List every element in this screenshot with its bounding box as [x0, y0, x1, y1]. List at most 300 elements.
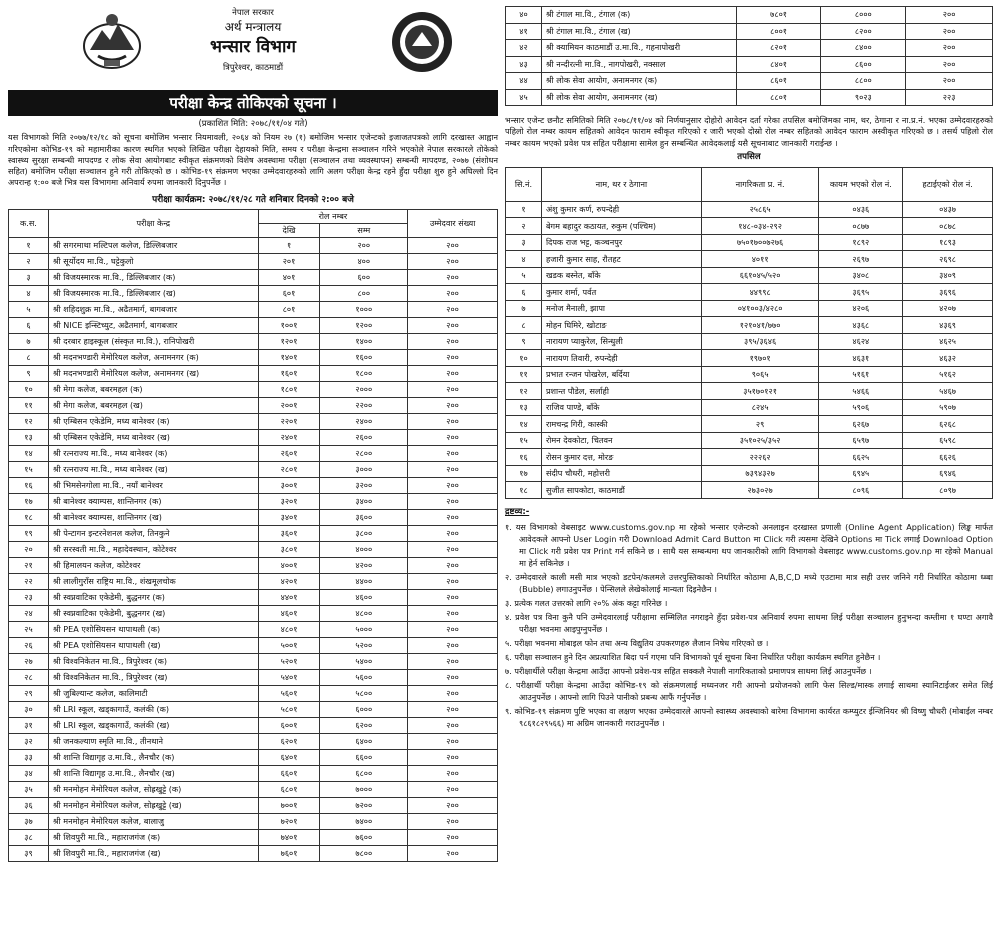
table-cell: ८२०१	[736, 40, 821, 57]
table-row	[9, 702, 498, 718]
table-row	[9, 270, 498, 286]
table-cell: ५१६२	[903, 366, 993, 383]
table-cell: ४६३२	[903, 350, 993, 367]
table-cell: २६	[9, 638, 49, 654]
table-cell: श्री लोक सेवा आयोग, अनामनगर (क)	[541, 73, 736, 90]
table-cell: ४०	[506, 7, 542, 24]
table-cell: रोसन कुमार दत्त, मोरङ	[541, 449, 701, 466]
table-cell: ७८००	[320, 846, 408, 862]
department-name: भन्सार विभाग	[210, 36, 296, 57]
table-row	[506, 40, 993, 57]
table-row	[9, 686, 498, 702]
table-cell: ७६०१	[258, 846, 320, 862]
table-cell: श्री मेगा कलेज, बबरमहल (ख)	[48, 398, 258, 414]
table-row	[9, 494, 498, 510]
table-cell: श्री मनमोहन मेमोरियल कलेज, बालाजु	[48, 814, 258, 830]
table-cell: २००	[408, 446, 498, 462]
table-cell: श्री मेगा कलेज, बबरमहल (क)	[48, 382, 258, 398]
table-cell: ११	[506, 366, 542, 383]
table-cell: ३५१०२५/३५२	[701, 432, 819, 449]
table-cell: श्री भिमसेनगोला मा.वि., नयाँ बानेश्वर	[48, 478, 258, 494]
table-row	[9, 254, 498, 270]
table-cell: २००	[408, 766, 498, 782]
table-cell: ७५०१७००७२७६	[701, 234, 819, 251]
table-cell: ५१६१	[819, 366, 903, 383]
table-cell: श्री सरस्वती मा.वि., महादेवस्थान, कोटेश्वर	[48, 542, 258, 558]
table-cell: ६००१	[258, 718, 320, 734]
table-row	[9, 446, 498, 462]
table-cell: २००	[408, 830, 498, 846]
table-cell: ४६२५	[903, 333, 993, 350]
table-cell: श्री LRI स्कूल, खड्कागाउँ, कलंकी (क)	[48, 702, 258, 718]
table-cell: २०००	[320, 382, 408, 398]
table-cell: ६२००	[320, 718, 408, 734]
table-cell: ३२०१	[258, 494, 320, 510]
table-cell: ३९५/३६४६	[701, 333, 819, 350]
table-cell: प्रभात रन्जन पोखरेल, बर्दिया	[541, 366, 701, 383]
table-cell: ३६९५	[819, 284, 903, 301]
table-cell: ५६००	[320, 670, 408, 686]
table-cell: ३७	[9, 814, 49, 830]
table-cell: श्री मनमोहन मेमोरियल कलेज, सोह्रखुट्टे (ख)	[48, 798, 258, 814]
table-cell: श्री रत्नराज्य मा.वि., मध्य बानेश्वर (ख)	[48, 462, 258, 478]
table-row	[9, 366, 498, 382]
table-cell: ५९०६	[819, 399, 903, 416]
table-cell: १३	[506, 399, 542, 416]
table-cell: ३३	[9, 750, 49, 766]
table-cell: २७	[9, 654, 49, 670]
table-cell: श्री स्वप्नवाटिका एकेडेमी, बुद्धनगर (क)	[48, 590, 258, 606]
table-cell: श्री दरबार हाइस्कूल (संस्कृत मा.वि.), रानिपोखरी	[48, 334, 258, 350]
table-cell: ८०१	[258, 302, 320, 318]
table-cell: ४००	[320, 254, 408, 270]
table-row	[9, 318, 498, 334]
table-cell: श्री शिवपुरी मा.वि., महाराजगंज (क)	[48, 830, 258, 846]
col-header-sn: सि.नं.	[506, 167, 542, 201]
table-cell: ६६१०४५/५२०	[701, 267, 819, 284]
table-row	[506, 89, 993, 106]
table-cell: २२२६२	[701, 449, 819, 466]
table-cell: २००	[408, 670, 498, 686]
table-cell: ३८	[9, 830, 49, 846]
table-cell: ५०००	[320, 622, 408, 638]
table-cell: ६९४६	[903, 465, 993, 482]
table-cell: श्री शिवपुरी मा.वि., महाराजगंज (ख)	[48, 846, 258, 862]
table-row	[9, 782, 498, 798]
government-name: नेपाल सरकार	[232, 8, 274, 18]
table-cell: ३६०१	[258, 526, 320, 542]
table-cell: ६६००	[320, 750, 408, 766]
table-cell: श्री PEA एशोसियसन थापाथली (क)	[48, 622, 258, 638]
table-cell: श्री विजयस्मारक मा.वि., डिल्लिबजार (क)	[48, 270, 258, 286]
table-cell: २००	[408, 734, 498, 750]
table-cell: ६९४५	[819, 465, 903, 482]
table-cell: २००	[408, 590, 498, 606]
col-header-removed-roll: हटाईएको रोल नं.	[903, 167, 993, 201]
table-cell: ३	[506, 234, 542, 251]
table-cell: २००	[408, 398, 498, 414]
table-cell: १६	[506, 449, 542, 466]
table-cell: श्री विजयस्मारक मा.वि., डिल्लिबजार (ख)	[48, 286, 258, 302]
table-cell: श्री मदनभण्डारी मेमोरियल कलेज, अनामनगर (ख)	[48, 366, 258, 382]
table-cell: २००	[408, 478, 498, 494]
table-cell: ७००१	[258, 798, 320, 814]
table-cell: ४८००	[320, 606, 408, 622]
table-row	[506, 416, 993, 433]
table-cell: ३६९६	[903, 284, 993, 301]
table-cell: ३५१७०१२१	[701, 383, 819, 400]
table-cell: १८९३	[903, 234, 993, 251]
table-cell: १४०१	[258, 350, 320, 366]
table-cell: १२	[9, 414, 49, 430]
table-cell: श्री एम्बिसन एकेडेमि, मध्य बानेश्वर (क)	[48, 414, 258, 430]
table-cell: ७	[506, 300, 542, 317]
table-cell: १४००	[320, 334, 408, 350]
table-cell: ७३९४३२७	[701, 465, 819, 482]
table-cell: ४	[9, 286, 49, 302]
table-cell: ७८०१	[736, 7, 821, 24]
duplicate-applicants-paragraph: भन्सार एजेन्ट छनौट समितिको मिति २०७८/११/०४ को निर्णयानुसार दोहोरो आवेदन दर्ता गरेका तपसिल बमोजिमका नाम, थर, ठेगाना र ना.प्र.नं. भएका उम्मेदवारहरुको पहिलो रोल नम्बर कायम सहितको आवेदन फाराम स्वीकृत गरिएको र जारी भएको दोस्रो रोल नम्बर सहितको आवेदन फाराम अस्वीकृत गरिएको छ । तसर्थ पहिलो रोल नम्बर कायम भएको प्रवेश पत्र सहित परीक्षामा सामेल हुन सम्बन्धित आवेदकलाई यसै सूचनाबाट जानकारी गराईन्छ ।	[505, 115, 993, 148]
table-cell: २००	[408, 686, 498, 702]
table-row	[9, 814, 498, 830]
table-cell: श्री पेन्टागन इन्टरनेशनल कलेज, तिनकुने	[48, 526, 258, 542]
table-cell: ५८०१	[258, 702, 320, 718]
table-row	[9, 766, 498, 782]
table-row	[9, 430, 498, 446]
table-cell: ८०००	[821, 7, 906, 24]
table-cell: २००	[408, 254, 498, 270]
table-cell: ५८००	[320, 686, 408, 702]
table-cell: १०	[9, 382, 49, 398]
table-cell: ५४६७	[903, 383, 993, 400]
table-row	[9, 382, 498, 398]
table-cell: संदीप चौधरी, महोत्तरी	[541, 465, 701, 482]
table-cell: २००	[408, 542, 498, 558]
table-cell: २००	[408, 750, 498, 766]
table-cell: ३८००	[320, 526, 408, 542]
table-row	[9, 830, 498, 846]
table-cell: श्री जुबिल्यान्ट कलेज, कालिमाटी	[48, 686, 258, 702]
table-cell: श्री विश्वनिकेतन मा.वि., त्रिपुरेश्वर (क)	[48, 654, 258, 670]
table-cell: ९	[506, 333, 542, 350]
table-cell: ५६०१	[258, 686, 320, 702]
table-cell: २००	[408, 494, 498, 510]
table-cell: ०४३६	[819, 201, 903, 218]
table-cell: श्री मदनभण्डारी मेमोरियल कलेज, अनामनगर (क)	[48, 350, 258, 366]
table-cell: २००	[906, 40, 993, 57]
col-header-roll: रोल नम्बर	[258, 210, 408, 224]
table-row	[506, 350, 993, 367]
table-cell: २२००	[320, 398, 408, 414]
table-cell: १८९२	[819, 234, 903, 251]
table-cell: २००	[906, 7, 993, 24]
table-row	[9, 478, 498, 494]
table-cell: खडक बस्नेत, बाँके	[541, 267, 701, 284]
table-cell: ३४००	[320, 494, 408, 510]
table-cell: ८	[506, 317, 542, 334]
table-cell: १०००	[320, 302, 408, 318]
table-cell: श्री क्यामियन काठमाडौं उ.मा.वि., गहनापोखरी	[541, 40, 736, 57]
table-cell: ८०९७	[903, 482, 993, 499]
table-cell: ४२०१	[258, 574, 320, 590]
table-row	[506, 465, 993, 482]
table-cell: ३००१	[258, 478, 320, 494]
table-row	[506, 251, 993, 268]
table-cell: रामचन्द्र गिरी, कास्की	[541, 416, 701, 433]
table-row	[9, 654, 498, 670]
table-cell: १६०१	[258, 366, 320, 382]
col-header-to: सम्म	[320, 224, 408, 238]
table-cell: ८००१	[736, 23, 821, 40]
col-header-citizenship: नागरिकता प्र. नं.	[701, 167, 819, 201]
table-cell: ०८७८	[903, 218, 993, 235]
table-cell: २००	[408, 654, 498, 670]
table-cell: २००	[408, 718, 498, 734]
note-item: ९. कोभिड-१९ संक्रमण पुष्टि भएका वा लक्षण भएका उम्मेदवारले आफ्नो स्वास्थ्य अवस्थाको बारेमा विभागमा कार्यरत कम्प्युटर ईन्जिनियर श्री विष्णु चौधरी (मोबाईल नम्बर ९८६१८२९५६६) मा अग्रिम जानकारी गराउनुपर्नेछ ।	[505, 705, 993, 728]
table-cell: १४	[506, 416, 542, 433]
table-row	[9, 414, 498, 430]
notice-header	[8, 6, 498, 90]
table-cell: ४२००	[320, 558, 408, 574]
table-cell: २६०१	[258, 446, 320, 462]
table-cell: २०	[9, 542, 49, 558]
table-cell: ५४६६	[819, 383, 903, 400]
table-cell: अंशु कुमार कर्ण, रुपन्देही	[541, 201, 701, 218]
table-cell: ३५	[9, 782, 49, 798]
table-cell: ६२६७	[819, 416, 903, 433]
table-cell: २००१	[258, 398, 320, 414]
table-cell: २००	[906, 23, 993, 40]
col-header-count: उम्मेदवार संख्या	[408, 210, 498, 238]
table-cell: २	[506, 218, 542, 235]
note-item: ६. परीक्षा सञ्चालन हुने दिन अप्रत्याशित बिदा पर्न गएमा पनि विभागको पूर्व सूचना बिना निर्धारित परीक्षा कार्यक्रम स्थगित हुनेछैन ।	[505, 652, 881, 663]
table-cell: ४५	[506, 89, 542, 106]
table-row	[506, 201, 993, 218]
table-cell: ५२००	[320, 638, 408, 654]
table-cell: श्री शहिदशुक्र मा.वि., अढैतमार्ग, बागबजार	[48, 302, 258, 318]
exam-centers-table-continued	[505, 6, 993, 106]
table-cell: २००	[408, 638, 498, 654]
table-cell: २००	[408, 798, 498, 814]
table-row	[9, 750, 498, 766]
table-row	[9, 718, 498, 734]
table-cell: २५	[9, 622, 49, 638]
table-cell: ४००१	[258, 558, 320, 574]
table-cell: १६००	[320, 350, 408, 366]
table-cell: श्री एम्बिसन एकेडेमि, मध्य बानेश्वर (ख)	[48, 430, 258, 446]
table-cell: २००	[408, 430, 498, 446]
table-cell: २३	[9, 590, 49, 606]
table-cell: २२०१	[258, 414, 320, 430]
table-cell: ६६०१	[258, 766, 320, 782]
ministry-name: अर्थ मन्त्रालय	[224, 20, 282, 35]
table-cell: २००	[408, 814, 498, 830]
table-cell: ४३६९	[903, 317, 993, 334]
table-cell: ८८००	[821, 73, 906, 90]
table-cell: २००	[320, 238, 408, 254]
table-cell: ६८०१	[258, 782, 320, 798]
table-cell: ११	[9, 398, 49, 414]
table-cell: १९७०१	[701, 350, 819, 367]
table-cell: श्री LRI स्कूल, खड्कागाउँ, कलंकी (ख)	[48, 718, 258, 734]
exam-program-title: परीक्षा कार्यक्रम: २०७८/११/२८ गते शनिबार दिनको २:०० बजे	[152, 195, 354, 206]
table-cell: ८२००	[821, 23, 906, 40]
note-item: ३. प्रत्येक गलत उत्तरको लागि २०% अंक कट्टा गरिनेछ ।	[505, 598, 668, 609]
table-cell: श्री टंगाल मा.वि., टंगाल (क)	[541, 7, 736, 24]
table-cell: १५	[9, 462, 49, 478]
table-cell: ४४००	[320, 574, 408, 590]
right-column	[505, 6, 993, 732]
table-cell: १३	[9, 430, 49, 446]
table-row	[506, 317, 993, 334]
table-cell: २००	[408, 270, 498, 286]
table-row	[9, 798, 498, 814]
table-cell: ४१	[506, 23, 542, 40]
table-row	[506, 333, 993, 350]
table-cell: २००	[408, 622, 498, 638]
table-cell: ८६००	[821, 56, 906, 73]
table-cell: ४०१	[258, 270, 320, 286]
table-cell: ४६०१	[258, 606, 320, 622]
table-cell: ७६००	[320, 830, 408, 846]
table-cell: दिपक राज भट्ट, कञ्चनपुर	[541, 234, 701, 251]
table-cell: ६४००	[320, 734, 408, 750]
table-cell: २००	[408, 350, 498, 366]
table-cell: ०४१००३/४२८०	[701, 300, 819, 317]
table-cell: श्री नन्दीरत्नी मा.वि., नागपोखरी, नक्साल	[541, 56, 736, 73]
table-cell: १७	[506, 465, 542, 482]
table-cell: मोहन घिमिरे, खोटाङ	[541, 317, 701, 334]
table-cell: ६२०१	[258, 734, 320, 750]
table-row	[9, 574, 498, 590]
table-cell: ४	[506, 251, 542, 268]
table-cell: राजिव पाण्डे, बाँके	[541, 399, 701, 416]
table-cell: ४०००	[320, 542, 408, 558]
table-cell: ५००१	[258, 638, 320, 654]
table-cell: ३०	[9, 702, 49, 718]
table-row	[506, 284, 993, 301]
table-cell: ६८००	[320, 766, 408, 782]
table-cell: २६००	[320, 430, 408, 446]
table-cell: १	[258, 238, 320, 254]
table-cell: २४	[9, 606, 49, 622]
table-row	[9, 238, 498, 254]
table-cell: ८०९६	[819, 482, 903, 499]
table-cell: २००	[408, 462, 498, 478]
duplicate-applicants-table	[505, 167, 993, 499]
table-cell: ३	[9, 270, 49, 286]
table-row	[506, 73, 993, 90]
table-cell: २५८६५	[701, 201, 819, 218]
schedule-heading: तपसिल	[737, 152, 761, 163]
table-cell: श्री लालीगुराँस राष्ट्रिय मा.वि., शंखमूलचोक	[48, 574, 258, 590]
left-column	[8, 6, 498, 862]
intro-paragraph: यस विभागको मिति २०७७/१२/१८ को सूचना बमोजिम भन्सार नियमावली, २०६४ को नियम २७ (१) बमोजिम भन्सार एजेन्टको इजाजतपत्रको लागि दरखास्त आह्वान गरिएकोमा कोभिड-१९ को महामारीका कारण स्थगित भएको लिखित परीक्षा देहायको मिति, समय र परीक्षा केन्द्रमा सञ्चालन गरिने भएकोले नेपाल सरकारले तोकेको स्वास्थ्य सुरक्षा सम्बन्धी मापदण्ड र लोक सेवा आयोगबाट स्वीकृत संक्रमणको विशेष अवस्थामा परीक्षा (सञ्चालन तथा व्यवस्थापन) सम्बन्धी मापदण्ड, २०७७ (संशोधन सहित) बमोजिम परीक्षा सञ्चालन हुने गरी तोकिएको छ । कोभिड-१९ संक्रमण भएका उम्मेदवारहरुको लागि अलग परीक्षा केन्द्र रहने हुँदा परीक्षा शुरु हुने अघिल्लो दिन अपरान्ह १:०० बजे भित्र यस विभागमा अनिवार्य रुपमा जानकारी दिनुपर्नेछ ।	[8, 132, 498, 188]
table-cell: ८००	[320, 286, 408, 302]
table-cell: ३०००	[320, 462, 408, 478]
table-cell: ६५९८	[903, 432, 993, 449]
table-cell: ५४००	[320, 654, 408, 670]
table-cell: २००	[408, 558, 498, 574]
table-cell: १४८-०३४-२९२	[701, 218, 819, 235]
table-row	[506, 234, 993, 251]
table-cell: कुमार शर्मा, पर्वत	[541, 284, 701, 301]
table-row	[506, 56, 993, 73]
table-cell: १९	[9, 526, 49, 542]
notice-title-banner: परीक्षा केन्द्र तोकिएको सूचना ।	[8, 90, 498, 116]
table-cell: ३२	[9, 734, 49, 750]
table-cell: ६	[506, 284, 542, 301]
table-cell: ६०००	[320, 702, 408, 718]
table-cell: ०८७७	[819, 218, 903, 235]
table-row	[9, 606, 498, 622]
table-cell: श्री जनकल्याण स्मृति मा.वि., तीनथाने	[48, 734, 258, 750]
table-row	[9, 334, 498, 350]
table-cell: १००१	[258, 318, 320, 334]
col-header-from: देखि	[258, 224, 320, 238]
table-row	[506, 267, 993, 284]
table-cell: १४	[9, 446, 49, 462]
table-cell: २००	[408, 286, 498, 302]
table-cell: २००	[408, 318, 498, 334]
table-cell: २००	[408, 526, 498, 542]
table-cell: २००	[408, 334, 498, 350]
table-cell: बेगम बहादुर कठायत, रुकुम (पश्चिम)	[541, 218, 701, 235]
table-cell: ६०१	[258, 286, 320, 302]
table-cell: ४३६८	[819, 317, 903, 334]
published-date: (प्रकाशित मिति: २०७८/११/०४ गते)	[198, 119, 308, 129]
table-row	[9, 526, 498, 542]
table-cell: श्री शान्ति विद्यागृह उ.मा.वि., लैनचौर (क)	[48, 750, 258, 766]
table-cell: ४३	[506, 56, 542, 73]
col-header-kept-roll: कायम भएको रोल नं.	[819, 167, 903, 201]
table-cell: रोमन देवकोटा, चितवन	[541, 432, 701, 449]
table-cell: ३४०१	[258, 510, 320, 526]
note-item: ४. प्रवेश पत्र विना कुनै पनि उम्मेदवारलाई परीक्षामा सम्मिलित नगराइने हुँदा प्रवेश-पत्र अनिवार्य रुपमा साथमा लिई परीक्षा सञ्चालन हुनुभन्दा कम्तीमा १ घण्टा अगावै परीक्षा भवनमा आइपुग्नुपर्नेछ ।	[505, 612, 993, 635]
table-row	[506, 432, 993, 449]
table-row	[9, 462, 498, 478]
table-cell: ४४०१	[258, 590, 320, 606]
table-row	[506, 383, 993, 400]
note-item: २. उम्मेदवारले काली मसी मात्र भएको डटपेन/कलमले उत्तरपुस्तिकाको निर्धारित कोठामा A,B,C,D मध्ये एउटामा मात्र सही उत्तर जनिने गरी निर्धारित कोठामा ध्ब्बा (Bubble) लगाउनुपर्नेछ । पेन्सिलले लेखेकोलाई मान्यता दिइनेछैन ।	[505, 572, 993, 595]
table-row	[9, 510, 498, 526]
table-cell: श्री PEA एशोसियसन थापाथली (ख)	[48, 638, 258, 654]
table-cell: ५	[9, 302, 49, 318]
table-cell: २	[9, 254, 49, 270]
table-cell: १८०१	[258, 382, 320, 398]
table-cell: ६२६८	[903, 416, 993, 433]
col-header-sn: क.स.	[9, 210, 49, 238]
table-cell: ४४९९८	[701, 284, 819, 301]
table-cell: २००	[906, 73, 993, 90]
table-row	[9, 638, 498, 654]
table-cell: ०४३७	[903, 201, 993, 218]
table-row	[506, 23, 993, 40]
table-cell: १८	[9, 510, 49, 526]
table-cell: ३६	[9, 798, 49, 814]
table-cell: श्री टंगाल मा.वि., टंगाल (ख)	[541, 23, 736, 40]
table-cell: ७२००	[320, 798, 408, 814]
table-cell: १६	[9, 478, 49, 494]
table-cell: ५	[506, 267, 542, 284]
table-cell: ३९	[9, 846, 49, 862]
table-cell: नारायण प्याकुरेल, सिन्धुली	[541, 333, 701, 350]
table-row	[9, 622, 498, 638]
table-cell: १२१०४१/७७०	[701, 317, 819, 334]
table-row	[506, 366, 993, 383]
table-cell: १७	[9, 494, 49, 510]
table-cell: ७४००	[320, 814, 408, 830]
